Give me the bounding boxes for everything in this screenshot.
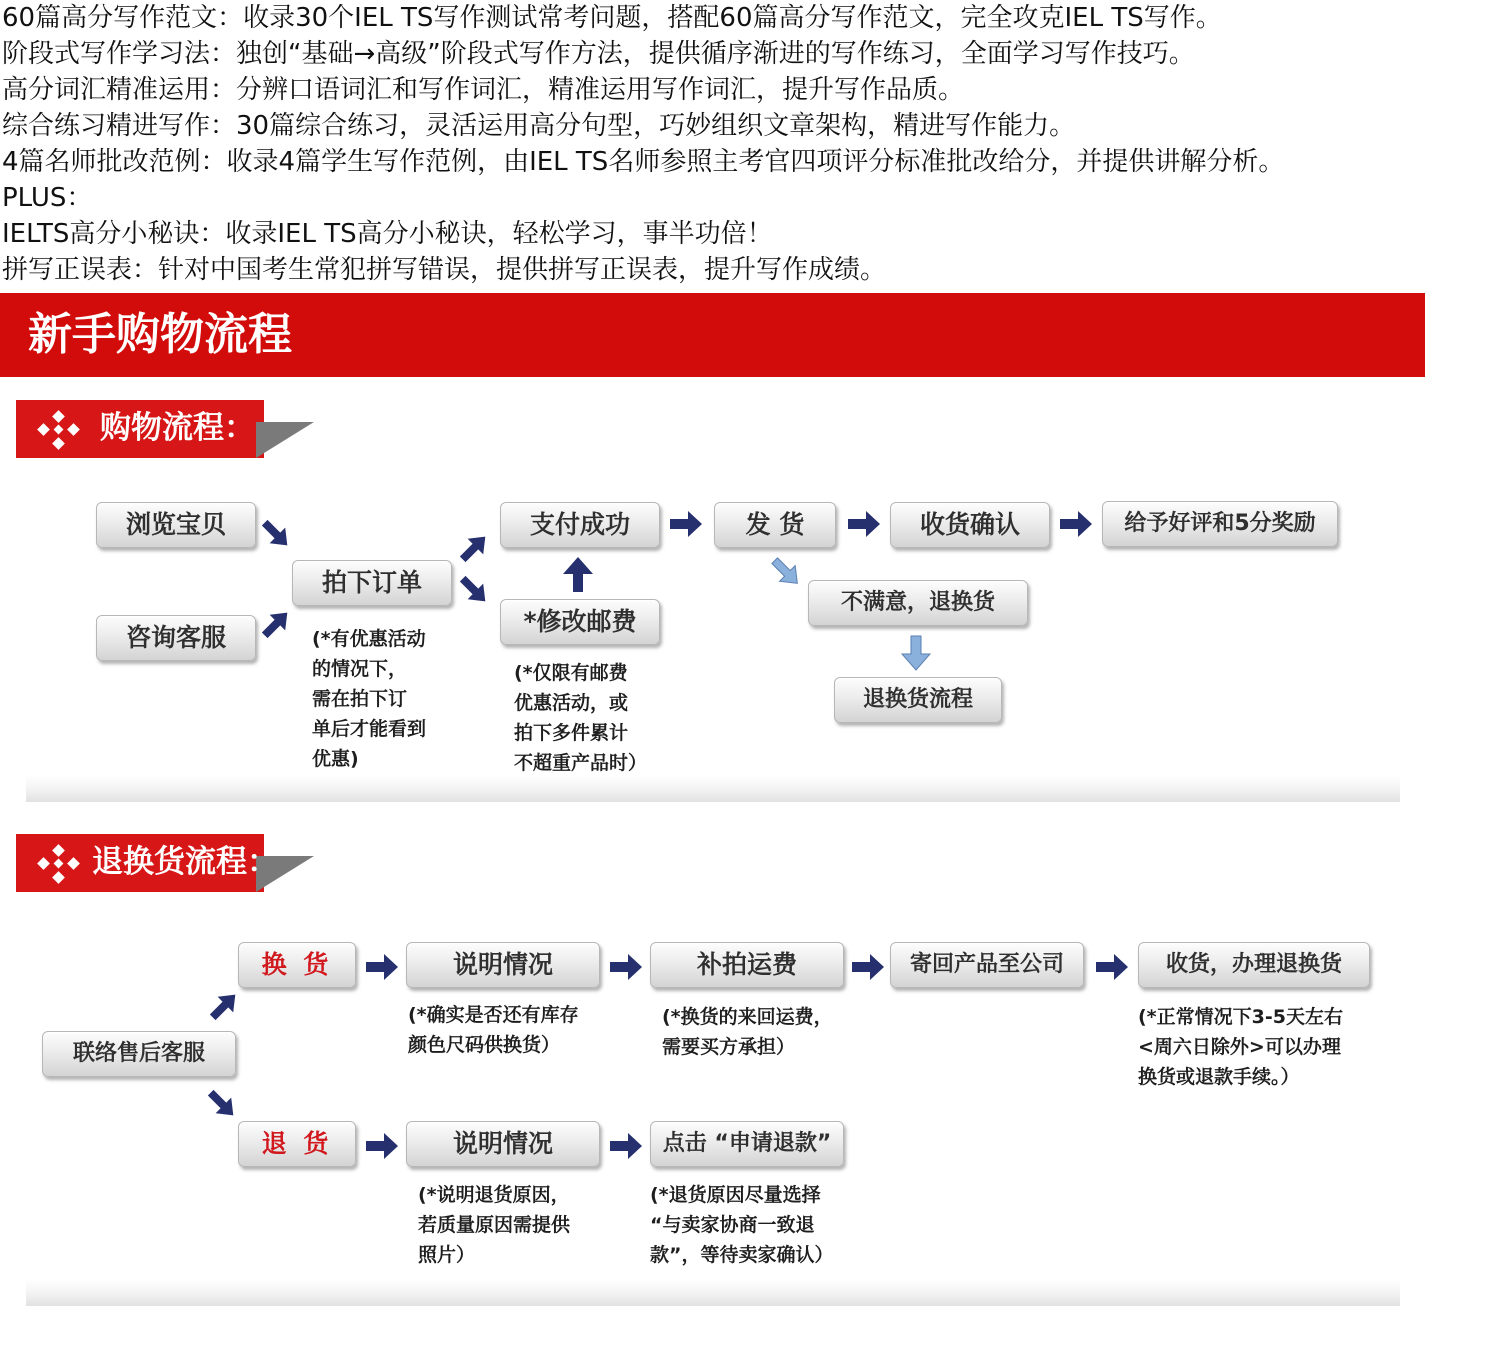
step-browse-item: 浏览宝贝 (96, 502, 256, 548)
intro-line: PLUS： (2, 183, 93, 213)
intro-line: 拼写正误表：针对中国考生常犯拼写错误，提供拼写正误表，提升写作成绩。 (2, 255, 887, 285)
step-give-good-review: 给予好评和5分奖励 (1102, 501, 1338, 547)
intro-line: 综合练习精进写作：30篇综合练习，灵活运用高分句型，巧妙组织文章架构，精进写作能力。 (2, 111, 1076, 141)
arrow-down-light-icon (900, 634, 932, 672)
step-edit-shipping-fee: *修改邮费 (500, 599, 660, 645)
section-tag-shopping (16, 400, 306, 460)
intro-line: 60篇高分写作范文：收录30个IEL TS写作测试常考问题，搭配60篇高分写作范文，完全攻克IEL TS写作。 (2, 3, 1222, 33)
receive-note: (*正常情况下3-5天左右 <周六日除外>可以办理 换货或退款手续。） (1138, 1006, 1343, 1088)
arrow-right-icon (364, 951, 400, 983)
diamond-cluster-icon (34, 408, 86, 452)
step-payment-success: 支付成功 (500, 502, 660, 548)
arrow-right-icon (608, 1130, 644, 1162)
step-unsatisfied-return: 不满意，退换货 (808, 580, 1028, 626)
step-consult-service: 咨询客服 (96, 615, 256, 661)
step-contact-after-sales: 联络售后客服 (42, 1031, 236, 1077)
intro-text (2, 0, 1492, 288)
shipping-fee-note: (*换货的来回运费， 需要买方承担） (662, 1006, 833, 1058)
order-note: (*有优惠活动 的情况下， 需在拍下订 单后才能看到 优惠) (312, 628, 427, 770)
step-refund: 退 货 (238, 1121, 356, 1167)
banner-title: 新手购物流程 (28, 309, 292, 360)
arrow-right-icon (850, 951, 886, 983)
explain-exchange-note: (*确实是否还有库存 颜色尺码供换货） (408, 1004, 579, 1056)
arrow-right-icon (1094, 951, 1130, 983)
intro-line: 高分词汇精准运用：分辨口语词汇和写作词汇，精准运用写作词汇，提升写作品质。 (2, 75, 965, 105)
tag-shadow-triangle (256, 420, 316, 460)
step-ship: 发 货 (714, 502, 836, 548)
step-send-product-back: 寄回产品至公司 (890, 942, 1084, 988)
arrow-up-icon (561, 556, 595, 594)
step-pay-shipping-fee: 补拍运费 (650, 942, 844, 988)
banner (0, 293, 1425, 377)
apply-refund-note: (*退货原因尽量选择 “与卖家协商一致退 款”，等待卖家确认） (650, 1184, 834, 1266)
section-tag-returns (16, 834, 306, 894)
section-title: 退换货流程： (92, 844, 278, 880)
intro-line: IELTS高分小秘诀：收录IEL TS高分小秘诀，轻松学习，事半功倍！ (2, 219, 773, 249)
intro-line: 4篇名师批改范例：收录4篇学生写作范例，由IEL TS名师参照主考官四项评分标准批改给分，并提供讲解分析。 (2, 147, 1285, 177)
arrow-up-right-icon (258, 606, 294, 642)
step-confirm-receipt: 收货确认 (890, 502, 1050, 548)
diamond-cluster-icon (34, 842, 86, 886)
arrow-right-icon (608, 951, 644, 983)
step-explain-exchange: 说明情况 (406, 942, 600, 988)
step-receive-and-process: 收货，办理退换货 (1138, 942, 1370, 988)
edit-fee-note: (*仅限有邮费 优惠活动，或 拍下多件累计 不超重产品时） (514, 662, 648, 774)
arrow-right-icon (846, 508, 882, 540)
section-divider (26, 1280, 1400, 1306)
arrow-right-icon (668, 508, 704, 540)
step-place-order: 拍下订单 (292, 560, 452, 606)
step-apply-refund: 点击 “申请退款” (650, 1121, 844, 1167)
arrow-right-icon (1058, 508, 1094, 540)
arrow-right-icon (364, 1130, 400, 1162)
arrow-down-right-icon (204, 1086, 240, 1122)
step-return-process: 退换货流程 (834, 677, 1002, 723)
intro-line: 阶段式写作学习法：独创“基础→高级”阶段式写作方法，提供循序渐进的写作练习，全面学习写作技巧。 (2, 39, 1195, 69)
step-explain-refund: 说明情况 (406, 1121, 600, 1167)
step-exchange: 换 货 (238, 942, 356, 988)
arrow-up-right-icon (456, 530, 492, 566)
arrow-down-right-icon (258, 516, 294, 552)
arrow-up-right-icon (206, 988, 242, 1024)
section-divider (26, 776, 1400, 802)
explain-refund-note: (*说明退货原因， 若质量原因需提供 照片） (418, 1184, 571, 1266)
arrow-down-right-icon (456, 572, 492, 608)
arrow-down-right-light-icon (768, 554, 804, 590)
section-title: 购物流程： (100, 410, 255, 446)
